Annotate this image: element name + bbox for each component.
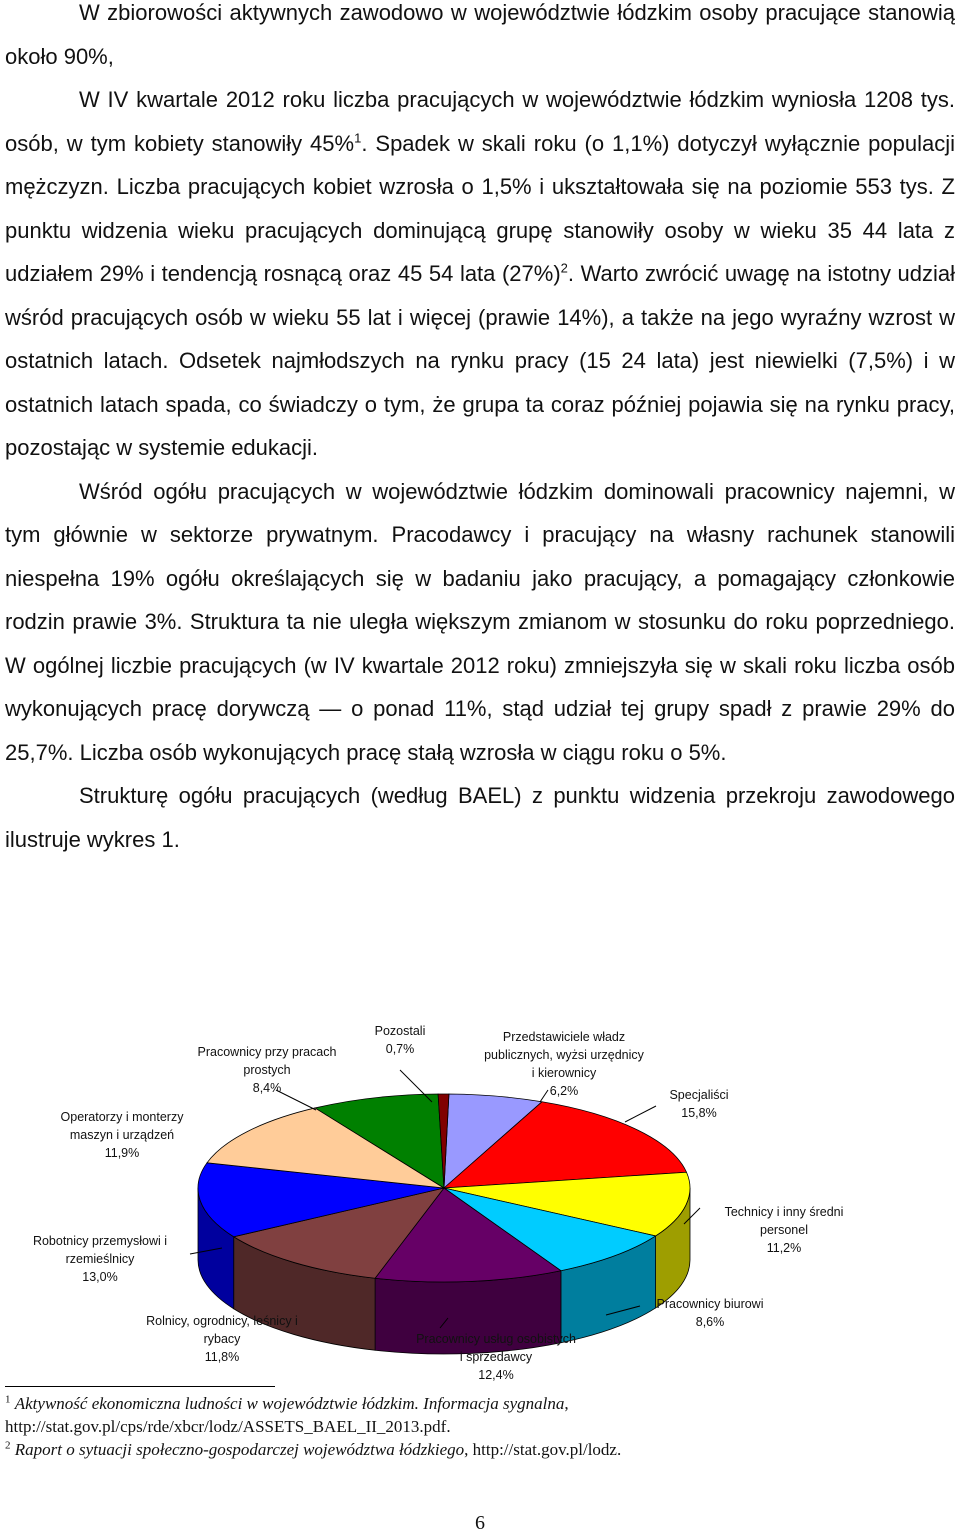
label-value: 8,4% <box>252 1081 282 1095</box>
footnote-2-link[interactable]: , http://stat.gov.pl/lodz. <box>464 1440 622 1459</box>
label-text: maszyn i urządzeń <box>69 1128 175 1142</box>
label-text: Pracownicy biurowi <box>656 1297 764 1311</box>
label-specjalisci <box>646 1086 752 1122</box>
label-proste <box>180 1043 354 1097</box>
label-text: Pozostali <box>374 1024 426 1038</box>
paragraph-2-part-2: . Spadek w skali roku (o 1,1%) dotyczył wyłącznie populacji mężczyzn. Liczba pracujących kobiet wzrosła o 1,5% i ukształtowała się na poziomie 553 tys. Z punktu widzenia wieku pracujących dominującą grupę stanowiły osoby w wieku 35 44 lata z udziałem 29% i tendencją rosnącą oraz 45 54 lata (27%) <box>5 130 955 286</box>
label-value: 11,9% <box>104 1146 140 1160</box>
label-text: Rolnicy, ogrodnicy, leśnicy i <box>146 1314 298 1328</box>
body-text <box>5 0 955 861</box>
label-robotnicy <box>14 1232 186 1286</box>
footnote-1-number: 1 <box>5 1393 11 1406</box>
label-value: 12,4% <box>478 1368 514 1382</box>
footnotes <box>5 1386 955 1461</box>
label-biurowi <box>632 1295 788 1331</box>
paragraph-2-part-3: . Warto zwrócić uwagę na istotny udział wśród pracujących osób w wieku 55 lat i więcej (prawie 14%), a także na jego wyraźny wzrost w ostatnich latach. Odsetek najmłodszych na rynku pracy (15 24 lata) jest niewielki (7,5%) i w ostatnich latach spada, co świadczy o tym, że grupa ta coraz później pojawia się na rynku pracy, pozostając w systemie edukacji. <box>5 261 955 460</box>
label-text: Pracownicy przy pracach <box>197 1045 337 1059</box>
label-value: 6,2% <box>549 1084 579 1098</box>
paragraph-2-part-1: W IV kwartale 2012 roku liczba pracujących w województwie łódzkim wyniosła 1208 tys. osób, w tym kobiety stanowiły 45% <box>5 87 955 156</box>
page-number: 6 <box>475 1512 485 1534</box>
label-value: 11,8% <box>204 1350 240 1364</box>
label-text: Robotnicy przemysłowi i <box>32 1234 168 1248</box>
label-technicy <box>702 1203 866 1257</box>
pie-chart <box>0 1010 960 1390</box>
label-operatorzy <box>44 1108 200 1162</box>
label-rolnicy <box>128 1312 316 1366</box>
paragraph-3: Wśród ogółu pracujących w województwie łódzkim dominowali pracownicy najemni, w tym głównie w sektorze prywatnym. Pracodawcy i pracujący na własny rachunek stanowili niespełna 19% ogółu określających się w badaniu jako pracujący, a pomagający członkowie rodzin prawie 3%. Struktura ta nie uległa większym zmianom w stosunku do roku poprzedniego. W ogólnej liczbie pracujących (w IV kwartale 2012 roku) zmniejszyła się w skali roku liczba osób wykonujących pracę dorywczą — o ponad 11%, stąd udział tej grupy spadł z prawie 29% do 25,7%. Liczba osób wykonujących pracę stałą wzrosła w ciągu roku o 5%. <box>5 478 955 765</box>
label-przedstawiciele <box>466 1028 662 1100</box>
label-value: 0,7% <box>385 1042 415 1056</box>
label-text: Operatorzy i monterzy <box>60 1110 184 1124</box>
label-value: 13,0% <box>82 1270 118 1284</box>
footnote-2-title: Raport o sytuacji społeczno-gospodarczej województwa łódzkiego <box>14 1440 465 1459</box>
footnote-1-link[interactable]: , http://stat.gov.pl/cps/rde/xbcr/lodz/ASSETS_BAEL_II_2013.pdf. <box>5 1394 569 1436</box>
label-text: Specjaliści <box>669 1088 729 1102</box>
footnote-ref-2: 2 <box>560 260 568 276</box>
footnote-ref-1: 1 <box>354 130 362 146</box>
label-value: 8,6% <box>695 1315 725 1329</box>
footnote-2-number: 2 <box>5 1439 11 1452</box>
label-text: Technicy i inny średni <box>724 1205 844 1219</box>
label-text: personel <box>760 1223 808 1237</box>
footnote-separator <box>5 1386 275 1387</box>
paragraph-4: Strukturę ogółu pracujących (według BAEL) z punktu widzenia przekroju zawodowego ilustruje wykres 1. <box>5 783 955 852</box>
label-text: prostych <box>243 1063 291 1077</box>
label-uslugi <box>396 1330 596 1384</box>
label-text: i sprzedawcy <box>459 1350 533 1364</box>
footnote-1-title: Aktywność ekonomiczna ludności w województwie łódzkim. Informacja sygnalna <box>14 1394 565 1413</box>
footnote-1 <box>5 1386 955 1438</box>
label-pozostali <box>352 1022 448 1058</box>
label-text: Przedstawiciele władz <box>502 1030 626 1044</box>
label-text: Pracownicy usług osobistych <box>416 1332 576 1346</box>
label-value: 11,2% <box>766 1241 802 1255</box>
label-text: i kierownicy <box>531 1066 597 1080</box>
label-value: 15,8% <box>681 1106 717 1120</box>
paragraph-1: W zbiorowości aktywnych zawodowo w województwie łódzkim osoby pracujące stanowią około 90%, <box>5 0 955 69</box>
label-text: rzemieślnicy <box>65 1252 135 1266</box>
label-text: publicznych, wyżsi urzędnicy <box>484 1048 644 1062</box>
paragraph-2 <box>5 78 955 470</box>
label-text: rybacy <box>203 1332 241 1346</box>
footnote-2 <box>5 1438 955 1461</box>
